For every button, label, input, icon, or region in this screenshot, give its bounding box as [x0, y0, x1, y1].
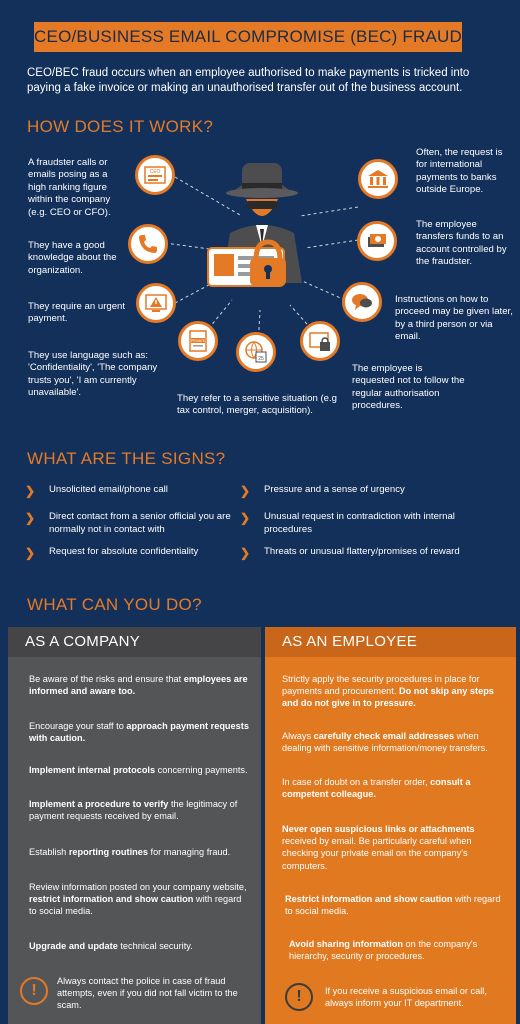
phone-icon: [128, 224, 168, 264]
ceo-label: CEO: [149, 169, 161, 175]
employee-heading: AS AN EMPLOYEE: [265, 627, 516, 657]
emphasis-text: restrict information and show caution: [29, 894, 194, 905]
emphasis-text: Upgrade and update: [29, 941, 118, 951]
warning-icon: !: [285, 983, 313, 1011]
sign-text: Direct contact from a senior official you are normally not in contact with: [49, 511, 231, 535]
intro-text: CEO/BEC fraud occurs when an employee authorised to make payments is tricked into paying a fake invoice or making an unauthorised transfer out of the business account.: [27, 67, 470, 94]
body-text: for managing fraud.: [147, 847, 231, 857]
employee-item: [282, 730, 504, 754]
sign-item: [240, 511, 475, 536]
how-right-text-1: Often, the request is for international payments to banks outside Europe.: [416, 147, 503, 196]
calendar-globe-icon: [236, 332, 276, 372]
page-title: CEO/BUSINESS EMAIL COMPROMISE (BEC) FRAUD: [34, 22, 462, 52]
sign-item: [25, 484, 235, 497]
emphasis-text: Implement internal protocols: [29, 765, 156, 775]
body-text: Encourage your staff to: [29, 721, 127, 731]
alert-screen-icon: [136, 283, 176, 323]
how-bottom-text-1: They refer to a sensitive situation (e.g tax control, merger, acquisition).: [177, 393, 337, 417]
company-item: [29, 673, 249, 697]
bank-icon: [358, 159, 398, 199]
body-text: with regard to social media.: [285, 894, 501, 917]
body-text: Always contact the police in case of fraud attempts, even if you did not fall victim to the scam.: [57, 976, 238, 1011]
sign-item: [25, 546, 235, 559]
body-text: Always: [282, 731, 314, 741]
sign-item: [240, 546, 485, 559]
emphasis-text: employees are informed and aware too.: [29, 674, 248, 697]
sign-item: [240, 484, 475, 497]
chat-bubbles-icon: [342, 282, 382, 322]
body-text: concerning payments.: [155, 765, 248, 775]
employee-item: [282, 673, 504, 710]
body-text: Review information posted on your company website,: [29, 882, 247, 892]
company-heading: AS A COMPANY: [8, 627, 261, 657]
warning-icon: !: [20, 977, 48, 1005]
company-item: [29, 720, 249, 744]
emphasis-text: Do not skip any steps and do not give in to pressure.: [282, 686, 494, 709]
id-card-padlock-icon: [206, 238, 316, 290]
body-text: Establish: [29, 847, 69, 857]
company-item: [57, 975, 247, 1012]
chevron-right-icon: ❯: [240, 484, 251, 498]
locked-screen-icon: [300, 321, 340, 361]
chevron-right-icon: ❯: [25, 546, 36, 560]
body-text: In case of doubt on a transfer order,: [282, 777, 431, 787]
emphasis-text: Restrict information and show caution: [285, 894, 453, 904]
body-text: If you receive a suspicious email or call, always inform your IT department.: [325, 986, 487, 1009]
calendar-day-label: 25: [258, 356, 264, 362]
chevron-right-icon: ❯: [240, 511, 251, 525]
section-title-todo: WHAT CAN YOU DO?: [27, 595, 202, 614]
company-item: [29, 764, 254, 776]
company-panel: [8, 627, 261, 1024]
employee-item: [282, 823, 504, 872]
how-right-text-2: The employee transfers funds to an account controlled by the fraudster.: [416, 219, 507, 268]
body-text: Strictly apply the security procedures in place for payments and procurement.: [282, 674, 480, 697]
company-item: [29, 798, 254, 822]
emphasis-text: Implement a procedure to verify: [29, 799, 169, 809]
sign-text: Unsolicited email/phone call: [49, 484, 168, 495]
employee-item: [289, 938, 507, 962]
company-item: [29, 940, 249, 952]
how-left-text-2: They have a good knowledge about the organization.: [28, 240, 117, 276]
body-text: received by email. Be particularly careful when checking your private email on the company's computers.: [282, 836, 472, 871]
company-item: [29, 846, 254, 858]
how-left-text-4: They use language such as: 'Confidentiality', 'The company trusts you', 'I am currently unavailable'.: [28, 350, 158, 399]
money-transfer-icon: [357, 221, 397, 261]
emphasis-text: reporting routines: [68, 847, 148, 857]
sign-text: Unusual request in contradiction with internal procedures: [264, 511, 455, 535]
chevron-right-icon: ❯: [25, 511, 36, 525]
emphasis-text: carefully check email addresses: [313, 731, 455, 741]
body-text: the legitimacy of payment requests received by email.: [29, 799, 238, 822]
body-text: on the company's hierarchy, security or procedures.: [289, 939, 478, 962]
section-title-how: HOW DOES IT WORK?: [27, 117, 214, 136]
private-label: PRIVATE: [190, 339, 206, 343]
emphasis-text: Never open suspicious links or attachments: [282, 824, 475, 834]
how-bottom-text-2: The employee is requested not to follow the regular authorisation procedures.: [352, 363, 465, 412]
body-text: with regard to social media.: [29, 894, 242, 917]
emphasis-text: Avoid sharing information: [289, 939, 403, 949]
company-item: [29, 881, 249, 918]
emphasis-text: approach payment requests with caution.: [29, 721, 249, 744]
how-left-text-1: A fraudster calls or emails posing as a high ranking figure within the company (e.g. CEO or CFO).: [28, 157, 111, 218]
employee-item: [282, 776, 504, 800]
emphasis-text: consult a competent colleague.: [282, 777, 471, 800]
how-right-text-3: Instructions on how to proceed may be given later, by a third person or via email.: [395, 294, 513, 343]
sign-text: Request for absolute confidentiality: [49, 546, 199, 557]
section-title-signs: WHAT ARE THE SIGNS?: [27, 449, 226, 468]
sign-text: Pressure and a sense of urgency: [264, 484, 405, 495]
chevron-right-icon: ❯: [240, 546, 251, 560]
employee-item: [325, 985, 505, 1009]
body-text: Be aware of the risks and ensure that: [29, 674, 184, 684]
ceo-email-icon: [135, 155, 175, 195]
employee-item: [285, 893, 507, 917]
sign-item: [25, 511, 235, 536]
chevron-right-icon: ❯: [25, 484, 36, 498]
how-left-text-3: They require an urgent payment.: [28, 301, 126, 325]
sign-text: Threats or unusual flattery/promises of reward: [264, 546, 460, 557]
body-text: when dealing with sensitive information/money transfers.: [282, 731, 488, 754]
body-text: technical security.: [117, 941, 193, 951]
private-document-icon: [178, 321, 218, 361]
employee-panel: [265, 627, 516, 1024]
